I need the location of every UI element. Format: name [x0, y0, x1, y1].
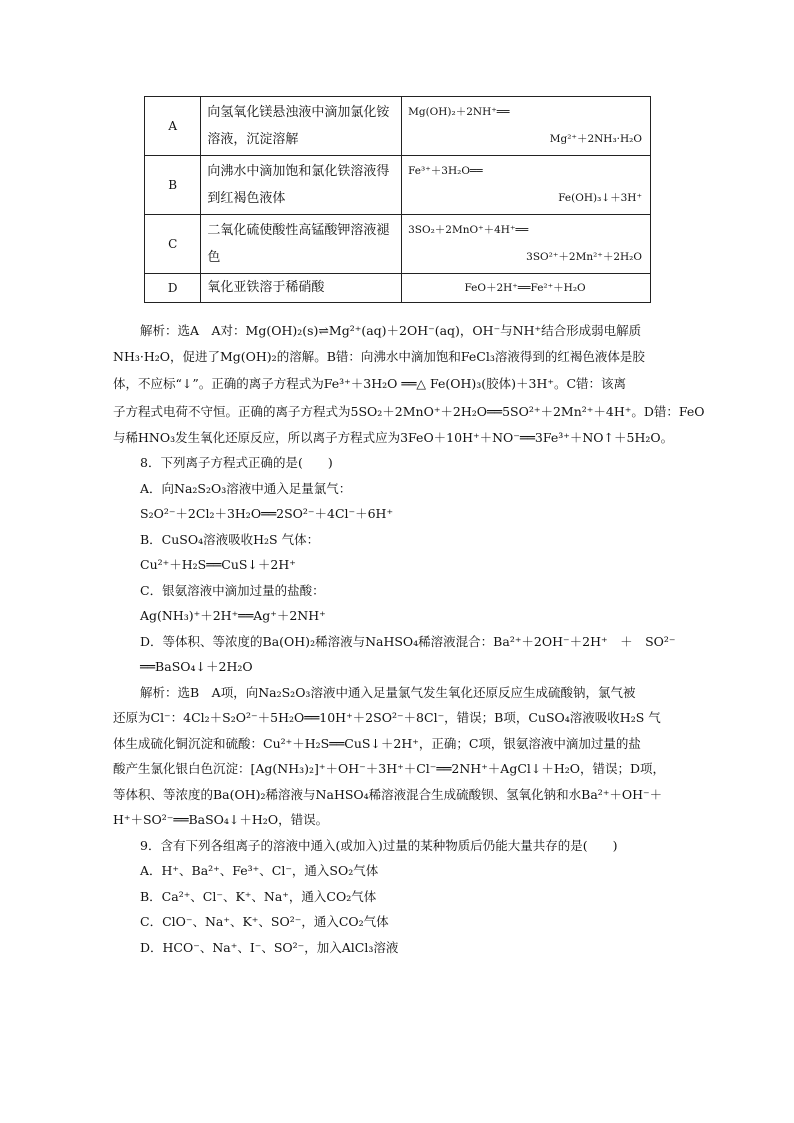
table-row: [145, 274, 651, 303]
option-b: B．Ca²⁺、Cl⁻、K⁺、Na⁺，通入CO₂气体: [140, 888, 377, 904]
table-row: [145, 156, 651, 215]
option-a: A．向Na₂S₂O₃溶液中通入足量氯气：: [140, 480, 352, 496]
option-c-equation: Ag(NH₃)⁺＋2H⁺══Ag⁺＋2NH⁺: [140, 608, 326, 623]
question-9-stem: 9．含有下列各组离子的溶液中通入(或加入)过量的某种物质后仍能大量共存的是( ): [140, 837, 618, 853]
equation-line: Mg(OH)₂＋2NH⁺══: [408, 106, 510, 118]
option-a-equation: S₂O²⁻＋2Cl₂＋3H₂O══2SO²⁻＋4Cl⁻＋6H⁺: [140, 506, 394, 521]
equation-line: Fe(OH)₃↓＋3H⁺: [558, 192, 642, 204]
option-c: C．银氨溶液中滴加过量的盐酸：: [140, 582, 325, 598]
option-b-equation: Cu²⁺＋H₂S══CuS↓＋2H⁺: [140, 557, 296, 572]
equation-line: Fe³⁺＋3H₂O══: [408, 165, 483, 177]
row-description: 向氢氧化镁悬浊液中滴加氯化铵溶液，沉淀溶解: [201, 97, 402, 156]
analysis-8-line: 等体积、等浓度的Ba(OH)₂稀溶液与NaHSO₄稀溶液混合生成硫酸钡、氢氧化钠和水Ba²⁺＋OH⁻＋: [113, 786, 663, 802]
table-row: [145, 215, 651, 274]
analysis-8-line: 解析：选B A项，向Na₂S₂O₃溶液中通入足量氯气发生氧化还原反应生成硫酸钠，氯气被: [140, 684, 636, 700]
analysis-7-line: 子方程式电荷不守恒。正确的离子方程式为5SO₂＋2MnO⁺＋2H₂O══5SO²⁺＋2Mn²⁺＋4H⁺。D错：FeO: [113, 404, 705, 419]
equation-line: FeO＋2H⁺══Fe²⁺＋H₂O: [464, 282, 586, 294]
row-label: A: [145, 97, 201, 156]
question-8-stem: 8．下列离子方程式正确的是( ): [140, 455, 333, 470]
row-description: 向沸水中滴加饱和氯化铁溶液得到红褐色液体: [201, 156, 402, 215]
analysis-7-line: NH₃·H₂O，促进了Mg(OH)₂的溶解。B错：向沸水中滴加饱和FeCl₃溶液得到的红褐色液体是胶: [113, 348, 645, 364]
row-equation: [402, 97, 651, 156]
row-equation: [402, 156, 651, 215]
option-d: D．等体积、等浓度的Ba(OH)₂稀溶液与NaHSO₄稀溶液混合：Ba²⁺＋2OH⁻＋2H⁺ ＋ SO²⁻: [140, 633, 676, 649]
option-c: C．ClO⁻、Na⁺、K⁺、SO²⁻，通入CO₂气体: [140, 914, 389, 929]
equation-line: 3SO²⁺＋2Mn²⁺＋2H₂O: [526, 251, 642, 263]
options-table: [144, 96, 651, 303]
equation-line: 3SO₂＋2MnO⁺＋4H⁺══: [408, 224, 529, 236]
analysis-8-line: 体生成硫化铜沉淀和硫酸：Cu²⁺＋H₂S══CuS↓＋2H⁺，正确；C项，银氨溶液中滴加过量的盐: [113, 735, 641, 751]
option-b: B．CuSO₄溶液吸收H₂S 气体：: [140, 531, 320, 547]
analysis-8-line: H⁺＋SO²⁻══BaSO₄↓＋H₂O，错误。: [113, 812, 329, 827]
document-body: [113, 318, 705, 960]
row-description: 氧化亚铁溶于稀硝酸: [201, 274, 402, 303]
row-label: C: [145, 215, 201, 274]
table-row: [145, 97, 651, 156]
analysis-8-line: 酸产生氯化银白色沉淀：[Ag(NH₃)₂]⁺＋OH⁻＋3H⁺＋Cl⁻══2NH⁺＋AgCl↓＋H₂O，错误；D项，: [113, 761, 666, 776]
analysis-7-line: 解析：选A A对：Mg(OH)₂(s)⇌Mg²⁺(aq)＋2OH⁻(aq)，OH⁻与NH⁺结合形成弱电解质: [140, 323, 642, 338]
analysis-7-line: 与稀HNO₃发生氧化还原反应，所以离子方程式应为3FeO＋10H⁺＋NO⁻══3Fe³⁺＋NO↑＋5H₂O。: [113, 429, 674, 445]
row-equation: [402, 215, 651, 274]
row-equation: [402, 274, 651, 303]
row-label: D: [145, 274, 201, 303]
row-description: 二氧化硫使酸性高锰酸钾溶液褪色: [201, 215, 402, 274]
row-label: B: [145, 156, 201, 215]
option-d: D．HCO⁻、Na⁺、I⁻、SO²⁻，加入AlCl₃溶液: [140, 939, 399, 955]
equation-line: Mg²⁺＋2NH₃·H₂O: [549, 133, 642, 145]
option-d-equation: ══BaSO₄↓＋2H₂O: [140, 659, 253, 674]
analysis-8-line: 还原为Cl⁻：4Cl₂＋S₂O²⁻＋5H₂O══10H⁺＋2SO²⁻＋8Cl⁻，错误；B项，CuSO₄溶液吸收H₂S 气: [113, 710, 661, 725]
option-a: A．H⁺、Ba²⁺、Fe³⁺、Cl⁻，通入SO₂气体: [140, 863, 379, 878]
analysis-7-line: 体，不应标“↓”。正确的离子方程式为Fe³⁺＋3H₂O ══△ Fe(OH)₃(胶体)＋3H⁺。C错：该离: [113, 376, 627, 391]
